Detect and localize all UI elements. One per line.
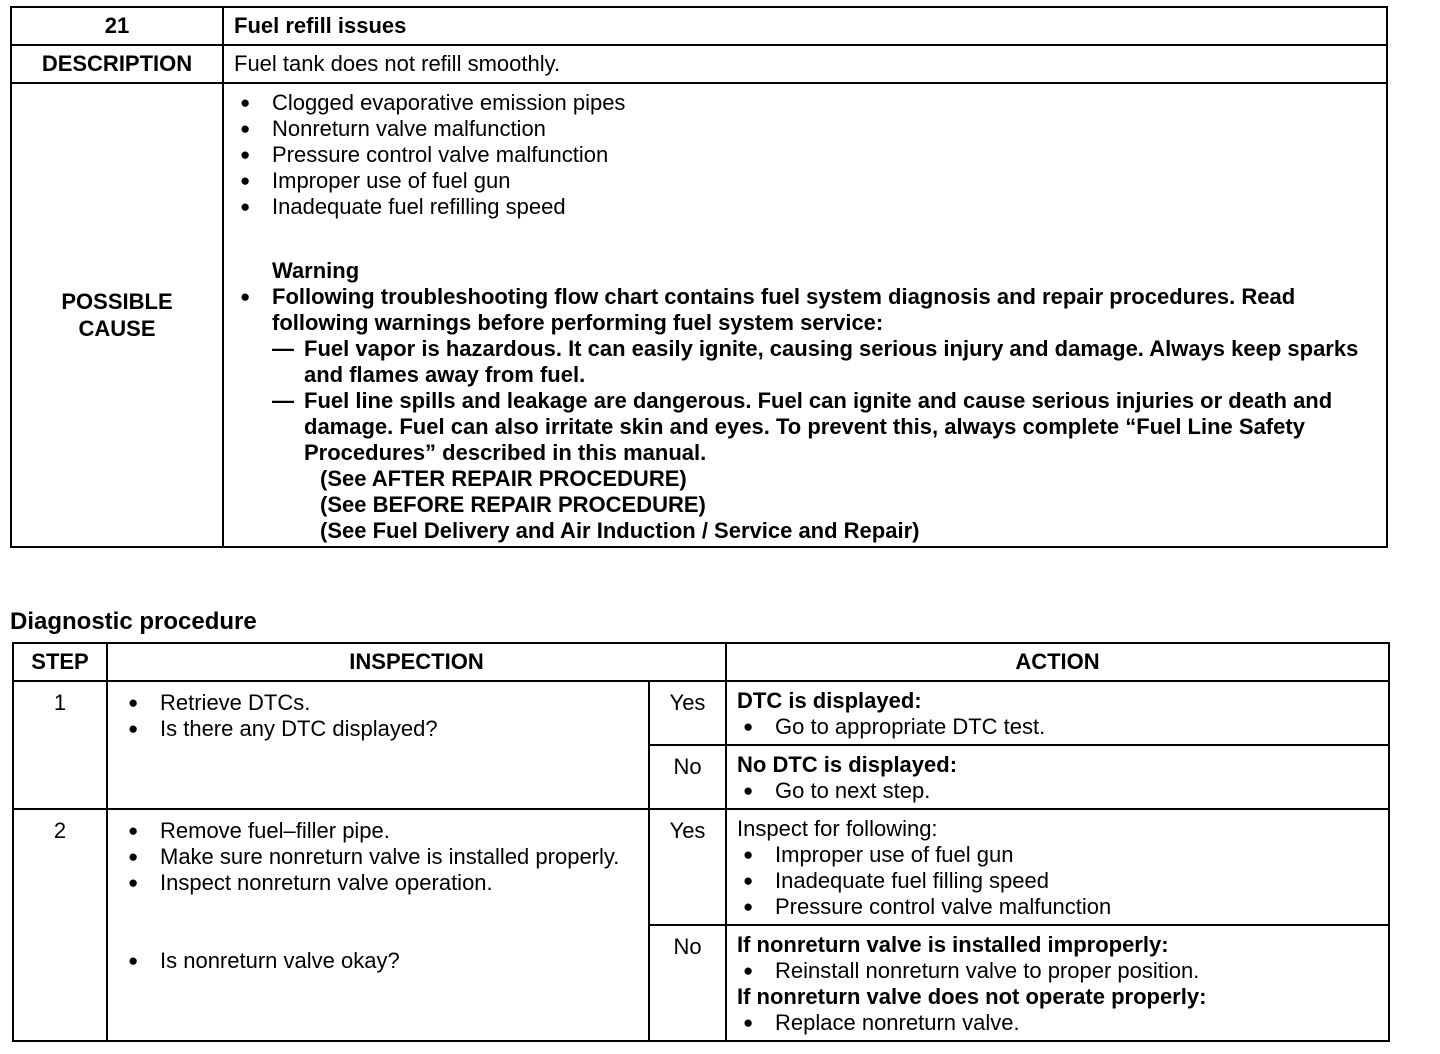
diagnostic-header-row: [13, 643, 1389, 681]
fault-number: 21: [11, 7, 223, 45]
cause-item: ● Nonreturn valve malfunction: [240, 116, 1376, 142]
reference-line: (See Fuel Delivery and Air Induction / Service and Repair): [320, 518, 920, 543]
action-item: ● Improper use of fuel gun: [737, 842, 1378, 868]
inspection-item: ● Remove fuel–filler pipe.: [122, 818, 638, 844]
dash-marker: —: [272, 388, 294, 413]
action-condition: If nonreturn valve does not operate properly:: [737, 984, 1207, 1009]
no-label: No: [649, 925, 726, 1041]
reference-line: (See BEFORE REPAIR PROCEDURE): [320, 492, 706, 517]
warning-intro: ● Following troubleshooting flow chart contains fuel system diagnosis and repair procedures. Read following warnings before performing fuel system service:: [240, 284, 1376, 336]
possible-cause-row: [11, 83, 1387, 547]
possible-cause-label-line1: POSSIBLE: [61, 289, 173, 314]
step-number: 1: [13, 681, 107, 809]
diagnostic-procedure-title: Diagnostic procedure: [10, 608, 257, 635]
description-label: DESCRIPTION: [11, 45, 223, 83]
action-yes-cell: [726, 809, 1389, 925]
action-list: [737, 778, 1378, 804]
action-item: ● Pressure control valve malfunction: [737, 894, 1378, 920]
spacer: [122, 896, 638, 948]
inspection-question: ● Is nonreturn valve okay?: [122, 948, 638, 974]
yes-label: Yes: [649, 681, 726, 745]
reference-line: (See AFTER REPAIR PROCEDURE): [320, 466, 687, 491]
action-list: [737, 1010, 1378, 1036]
action-list: [737, 842, 1378, 920]
step-number: 2: [13, 809, 107, 1041]
warning-block: [240, 284, 1376, 544]
inspection-list: [122, 818, 638, 896]
action-item: ● Go to next step.: [737, 778, 1378, 804]
fault-title: Fuel refill issues: [223, 7, 1387, 45]
inspection-item: ● Is there any DTC displayed?: [122, 716, 638, 742]
inspection-item: ● Retrieve DTCs.: [122, 690, 638, 716]
action-header: ACTION: [726, 643, 1389, 681]
action-item: ● Replace nonreturn valve.: [737, 1010, 1378, 1036]
warning-list: [240, 284, 1376, 336]
fault-info-table: [10, 6, 1388, 548]
yes-label: Yes: [649, 809, 726, 925]
warning-title: Warning: [272, 258, 360, 283]
action-item: ● Reinstall nonreturn valve to proper position.: [737, 958, 1378, 984]
step-header: STEP: [13, 643, 107, 681]
inspection-cell: [107, 681, 649, 809]
inspection-item: ● Inspect nonreturn valve operation.: [122, 870, 638, 896]
warning-item-text: Fuel vapor is hazardous. It can easily ignite, causing serious injury and damage. Always keep sparks and flames away from fuel.: [304, 336, 1359, 387]
action-no-cell: [726, 745, 1389, 809]
inspection-header: INSPECTION: [107, 643, 726, 681]
action-condition: DTC is displayed:: [737, 688, 922, 713]
description-text: Fuel tank does not refill smoothly.: [223, 45, 1387, 83]
possible-cause-label-line2: CAUSE: [78, 316, 156, 341]
action-item: ● Go to appropriate DTC test.: [737, 714, 1378, 740]
no-label: No: [649, 745, 726, 809]
cause-item: ● Improper use of fuel gun: [240, 168, 1376, 194]
action-list: [737, 714, 1378, 740]
action-item: ● Inadequate fuel filling speed: [737, 868, 1378, 894]
action-condition: No DTC is displayed:: [737, 752, 958, 777]
inspection-cell: [107, 809, 649, 1041]
possible-cause-label: [11, 83, 223, 547]
possible-cause-content: [223, 83, 1387, 547]
table-row: [13, 809, 1389, 925]
warning-item-text: Fuel line spills and leakage are dangerous. Fuel can ignite and cause serious injuries or death and damage. Fuel can also irritate skin and eyes. To prevent this, always complete “Fuel Line Safety Procedures” described in this manual.: [304, 388, 1333, 465]
inspection-item: ● Make sure nonreturn valve is installed properly.: [122, 844, 638, 870]
action-no-cell: [726, 925, 1389, 1041]
diagnostic-table: [12, 642, 1390, 1042]
cause-item: ● Pressure control valve malfunction: [240, 142, 1376, 168]
dash-marker: —: [272, 336, 294, 361]
inspection-question-list: [122, 948, 638, 974]
action-list: [737, 958, 1378, 984]
warning-item: [240, 336, 1376, 388]
description-row: [11, 45, 1387, 83]
warning-item: [240, 388, 1376, 466]
table-row: [13, 681, 1389, 745]
cause-list: [240, 90, 1376, 220]
action-yes-cell: [726, 681, 1389, 745]
cause-item: ● Inadequate fuel refilling speed: [240, 194, 1376, 220]
fault-title-row: [11, 7, 1387, 45]
cause-item: ● Clogged evaporative emission pipes: [240, 90, 1376, 116]
action-condition: If nonreturn valve is installed improperly:: [737, 932, 1169, 957]
inspection-list: [122, 690, 638, 742]
action-intro: Inspect for following:: [737, 816, 938, 841]
